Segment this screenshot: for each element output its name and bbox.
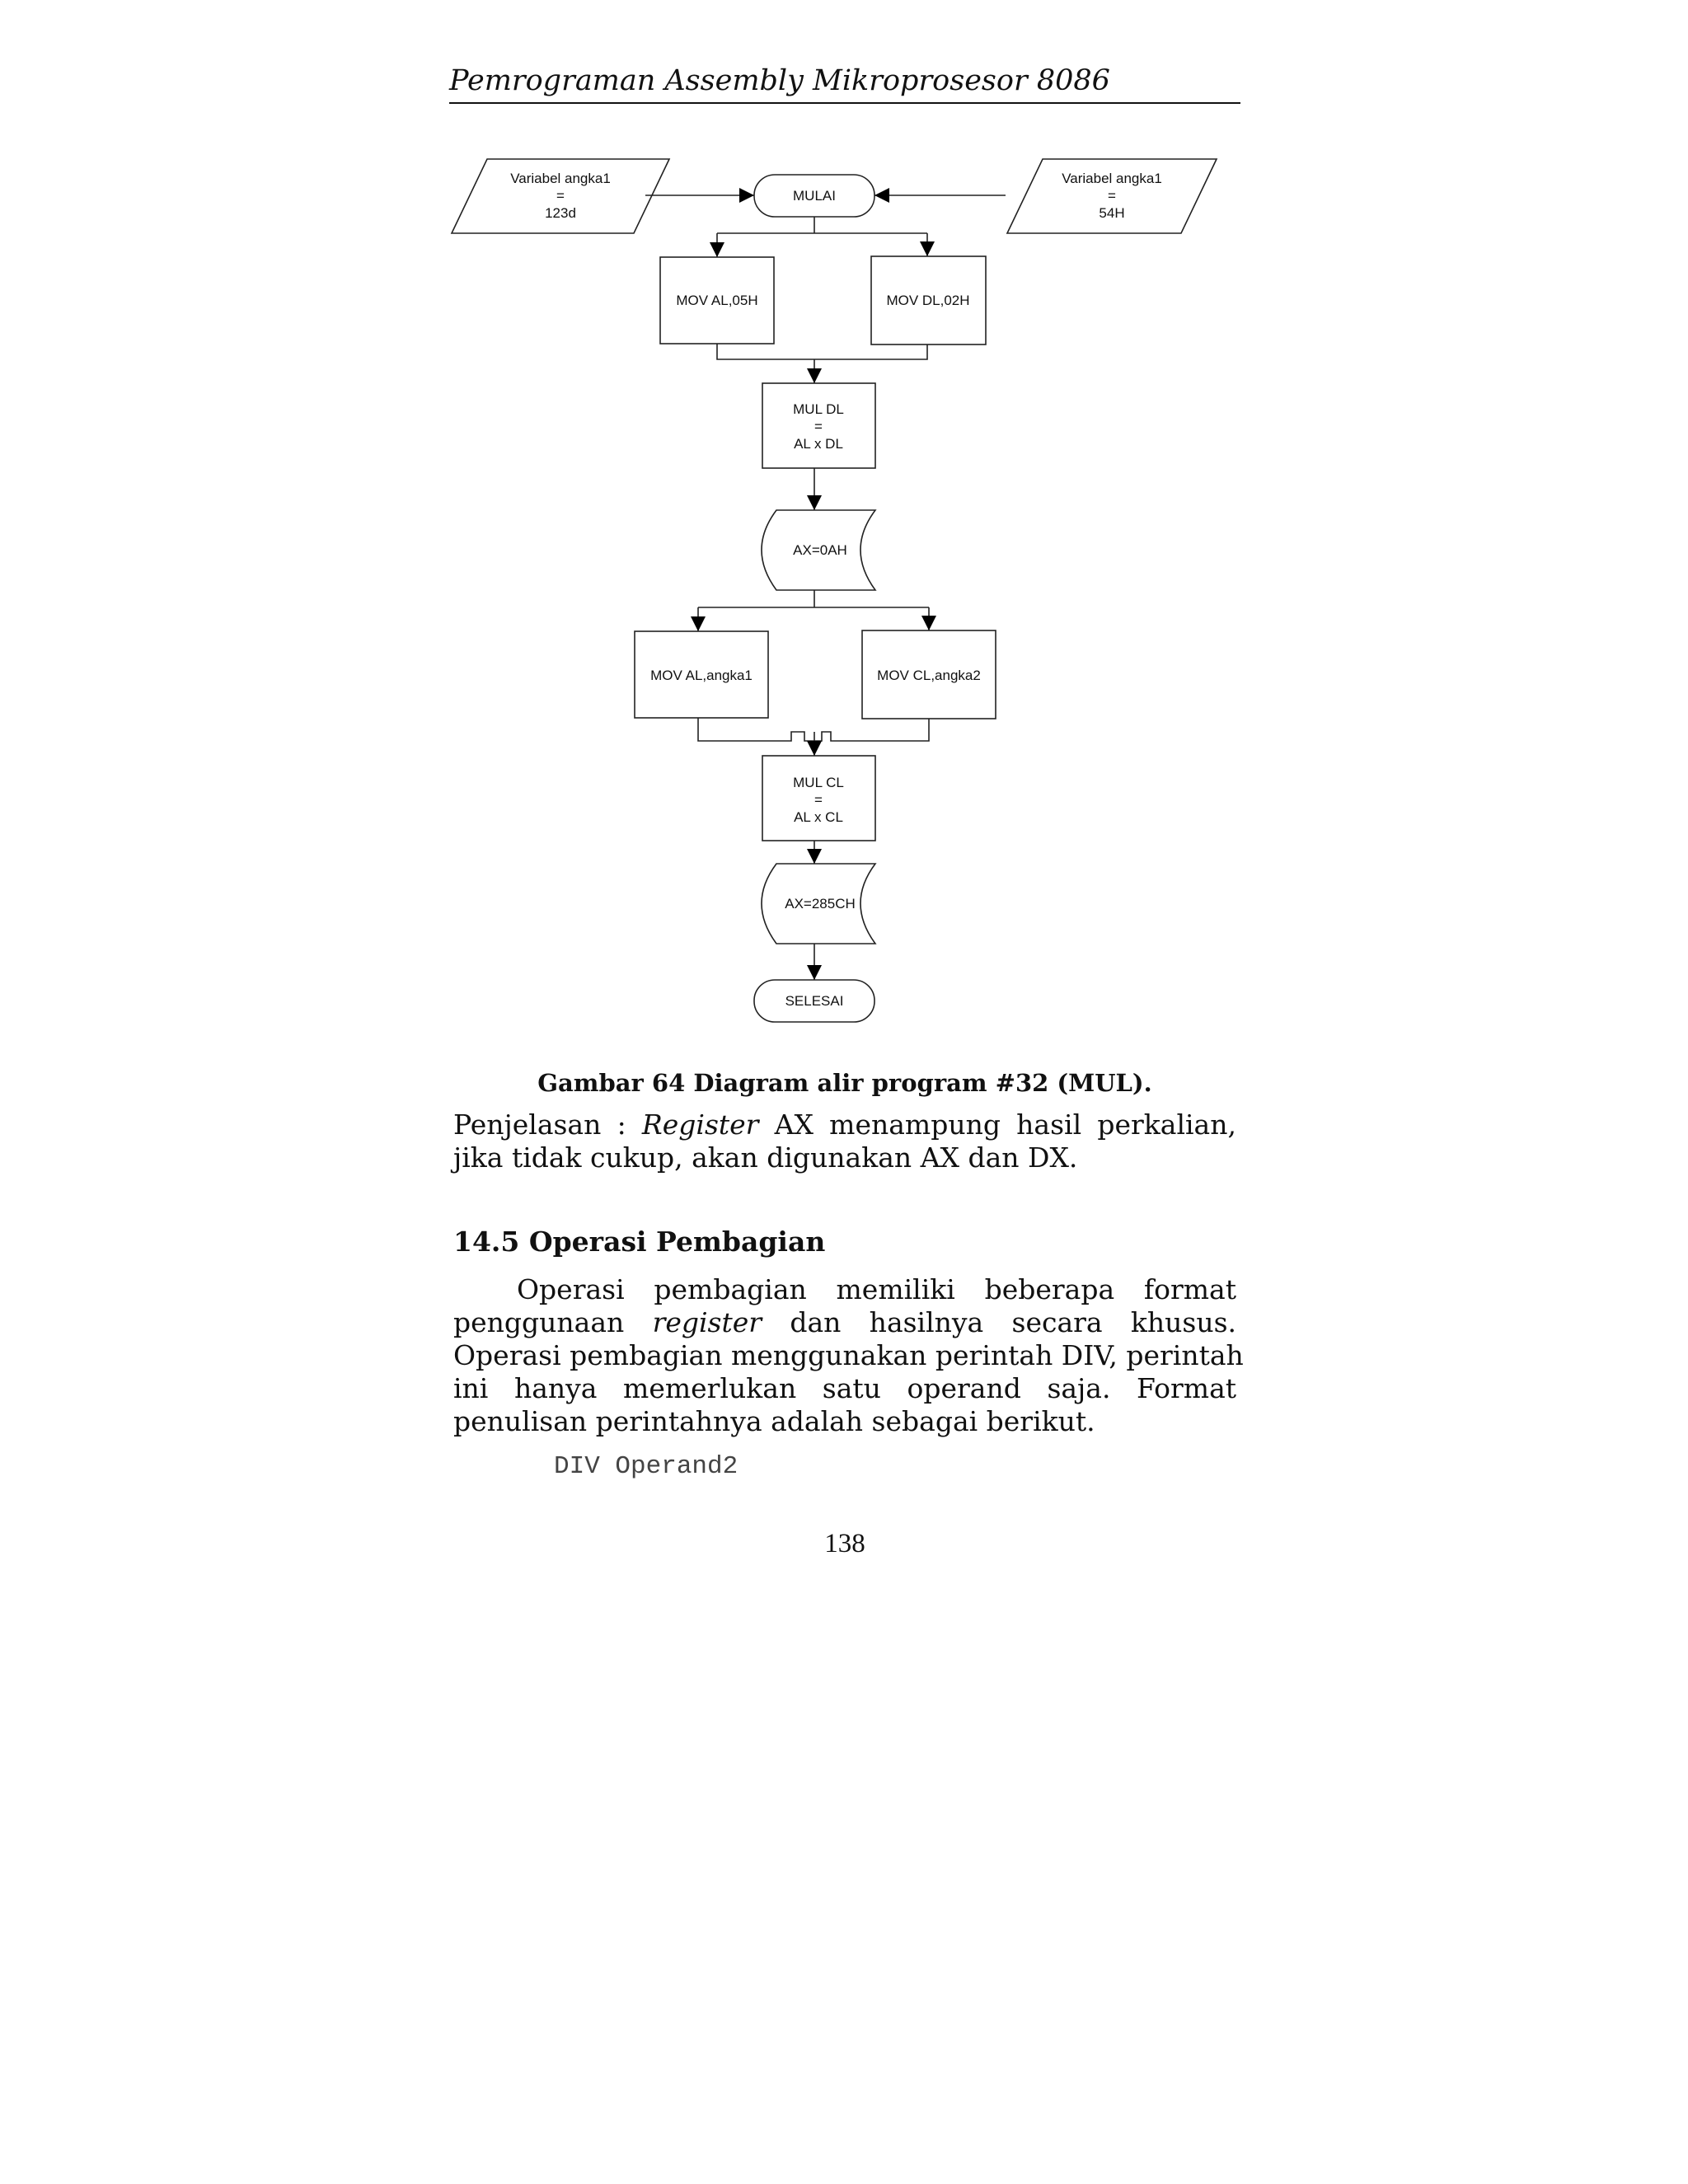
body-text: penggunaan <box>453 1306 625 1338</box>
mul-dl-line-3: AL x DL <box>794 436 843 452</box>
connector-merge-2-left <box>698 718 814 741</box>
explanation-line-2: jika tidak cukup, akan digunakan AX dan DX. <box>453 1141 1078 1174</box>
flowchart-diagram <box>449 144 1240 1034</box>
mul-cl-line-2: = <box>814 792 823 808</box>
var-right-line-1: Variabel angka1 <box>1062 171 1162 186</box>
var-left-line-3: 123d <box>545 205 576 221</box>
start-label: MULAI <box>793 188 836 204</box>
header-rule <box>449 102 1240 104</box>
body-line-4: ini hanya memerlukan satu operand saja. Format <box>453 1372 1236 1404</box>
code-example: DIV Operand2 <box>554 1452 738 1481</box>
mov-al-label: MOV AL,05H <box>676 293 758 308</box>
mov-cl-angka-label: MOV CL,angka2 <box>877 668 981 683</box>
body-paragraph <box>453 1273 1244 1438</box>
mul-cl-line-1: MUL CL <box>793 775 844 790</box>
section-heading: 14.5 Operasi Pembagian <box>453 1226 826 1258</box>
explanation-text: AX menampung hasil perkalian, <box>774 1108 1236 1141</box>
body-line-2 <box>453 1306 1236 1339</box>
end-label: SELESAI <box>785 993 844 1009</box>
body-line-1: Operasi pembagian memiliki beberapa format <box>517 1273 1236 1305</box>
connector-merge-2-right <box>814 719 929 741</box>
body-text: dan hasilnya secara khusus. <box>790 1306 1236 1338</box>
var-right-line-2: = <box>1108 188 1116 204</box>
ax1-label: AX=0AH <box>793 542 847 558</box>
body-line-5: penulisan perintahnya adalah sebagai berikut. <box>453 1405 1095 1437</box>
explanation-line-1 <box>453 1108 1236 1141</box>
explanation-separator: : <box>617 1108 626 1141</box>
mov-dl-label: MOV DL,02H <box>886 293 970 308</box>
var-left-line-2: = <box>556 188 565 204</box>
page-number: 138 <box>824 1529 865 1558</box>
explanation-term: Register <box>641 1108 759 1141</box>
mov-al-angka-label: MOV AL,angka1 <box>650 668 753 683</box>
var-right-line-3: 54H <box>1099 205 1125 221</box>
mul-cl-line-3: AL x CL <box>794 809 843 825</box>
mul-dl-line-1: MUL DL <box>793 401 844 417</box>
explanation-paragraph <box>453 1108 1236 1174</box>
mul-dl-line-2: = <box>814 419 823 434</box>
running-header: Pemrograman Assembly Mikroprosesor 8086 <box>449 64 1110 97</box>
ax2-label: AX=285CH <box>785 896 856 912</box>
body-term: register <box>652 1306 762 1338</box>
var-left-line-1: Variabel angka1 <box>510 171 611 186</box>
body-line-3: Operasi pembagian menggunakan perintah DIV, perintah <box>453 1339 1244 1371</box>
explanation-label: Penjelasan <box>453 1108 602 1141</box>
figure-caption: Gambar 64 Diagram alir program #32 (MUL). <box>537 1069 1152 1097</box>
connector-merge-1 <box>717 344 927 359</box>
